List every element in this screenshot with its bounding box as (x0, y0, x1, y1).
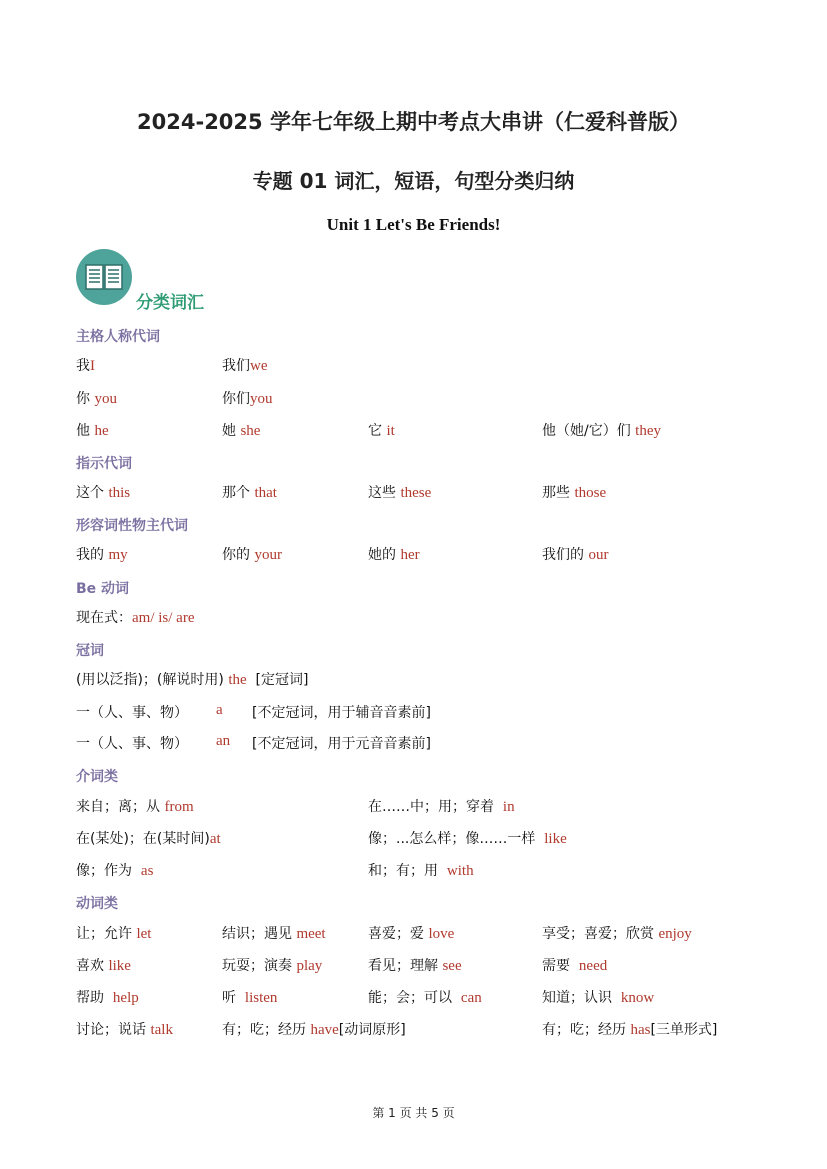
vocab-item: an (216, 733, 231, 749)
vocab-item: 知道；认识 know (542, 990, 655, 1006)
vocab-item: 它 it (368, 423, 395, 439)
vocab-item: 像；...怎么样；像……一样 like (368, 831, 567, 847)
vocab-item: 她 she (222, 423, 261, 439)
vocab-item: 你的 your (222, 547, 282, 563)
vocab-item: a (216, 702, 223, 718)
vocab-item: 你 you (76, 391, 117, 407)
vocab-item: (用以泛指)；(解说时用) the [定冠词] (76, 672, 309, 688)
category-heading: 指示代词 (76, 456, 132, 472)
vocab-item: 有；吃；经历 have[动词原形] (222, 1022, 406, 1038)
category-heading: 形容词性物主代词 (76, 518, 188, 534)
vocab-item: 喜爱；爱 love (368, 926, 455, 942)
vocab-item: 他（她/它）们 they (542, 423, 661, 439)
vocab-item: 享受；喜爱；欣赏 enjoy (542, 926, 692, 942)
vocab-item: 讨论；说话 talk (76, 1022, 173, 1038)
category-heading: 介词类 (76, 769, 118, 785)
book-icon (84, 262, 124, 292)
section-badge (76, 249, 132, 305)
vocab-item: 帮助 help (76, 990, 139, 1006)
vocab-item: 那个 that (222, 485, 277, 501)
vocab-item: 在……中；用；穿着 in (368, 799, 515, 815)
vocab-item: 看见；理解 see (368, 958, 462, 974)
vocab-item: 她的 her (368, 547, 420, 563)
vocab-item: 现在式：am/ is/ are (76, 610, 195, 626)
vocab-item: 玩耍；演奏 play (222, 958, 323, 974)
vocab-item: 需要 need (542, 958, 608, 974)
document-subtitle: 专题 01 词汇，短语，句型分类归纳 (252, 169, 575, 193)
vocab-note: [不定冠词，用于辅音音素前] (252, 705, 431, 721)
vocab-item: 在(某处)；在(某时间)at (76, 831, 221, 847)
section-title: 分类词汇 (136, 293, 204, 313)
vocab-note: [不定冠词，用于元音音素前] (252, 736, 431, 752)
vocab-item: 他 he (76, 423, 109, 439)
document-title: 2024-2025 学年七年级上期中考点大串讲（仁爱科普版） (137, 110, 690, 134)
vocab-item: 一（人、事、物） (76, 736, 188, 752)
vocab-item: 来自；离；从 from (76, 799, 194, 815)
vocab-item: 我们的 our (542, 547, 609, 563)
vocab-item: 有；吃；经历 has[三单形式] (542, 1022, 718, 1038)
vocab-item: 和；有；用 with (368, 863, 474, 879)
category-heading: 冠词 (76, 643, 104, 659)
vocab-item: 喜欢 like (76, 958, 131, 974)
vocab-item: 听 listen (222, 990, 278, 1006)
category-heading: 动词类 (76, 896, 118, 912)
category-heading: 主格人称代词 (76, 329, 160, 345)
vocab-item: 结识；遇见 meet (222, 926, 326, 942)
category-heading: Be 动词 (76, 581, 130, 597)
page-number: 第 1 页 共 5 页 (372, 1106, 455, 1120)
vocab-item: 像；作为 as (76, 863, 154, 879)
vocab-item: 我I (76, 358, 95, 374)
vocab-item: 这些 these (368, 485, 432, 501)
vocab-item: 让；允许 let (76, 926, 152, 942)
vocab-item: 我的 my (76, 547, 128, 563)
vocab-item: 能；会；可以 can (368, 990, 482, 1006)
vocab-item: 这个 this (76, 485, 131, 501)
unit-heading: Unit 1 Let's Be Friends! (326, 215, 501, 234)
vocab-item: 那些 those (542, 485, 607, 501)
vocab-item: 我们we (222, 358, 268, 374)
vocab-item: 一（人、事、物） (76, 705, 188, 721)
vocab-item: 你们you (222, 391, 273, 407)
